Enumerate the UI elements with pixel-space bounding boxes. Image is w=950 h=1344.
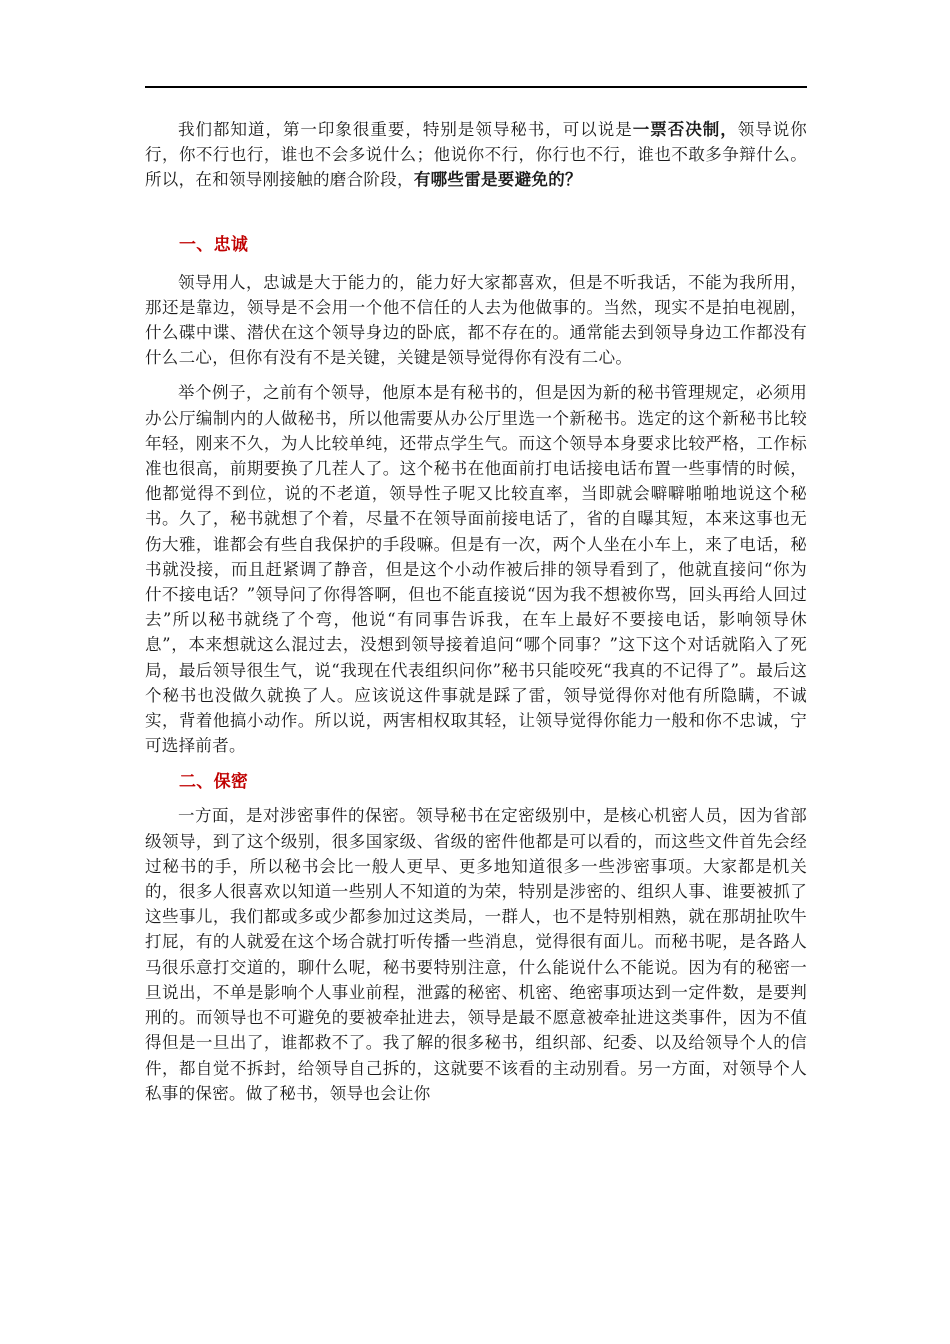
section-paragraph: 一方面，是对涉密事件的保密。领导秘书在定密级别中，是核心机密人员，因为省部级领导，到了这个级别，很多国家级、省级的密件他都是可以看的，而这些文件首先会经过秘书的手，所以秘书会比一般人更早、更多地知道很多一些涉密事项。大家都是机关的，很多人很喜欢以知道一些别人不知道的为荣，特别是涉密的、组织人事、谁要被抓了这些事儿，我们都或多或少都参加过这类局，一群人，也不是特别相熟，就在那胡扯吹牛打屁，有的人就爱在这个场合就打听传播一些消息，觉得很有面儿。而秘书呢，是各路人马很乐意打交道的，聊什么呢，秘书要特别注意，什么能说什么不能说。因为有的秘密一旦说出，不单是影响个人事业前程，泄露的秘密、机密、绝密事项达到一定件数，是要判刑的。而领导也不可避免的要被牵扯进去，领导是最不愿意被牵扯进这类事件，因为不值得但是一旦出了，谁都救不了。我了解的很多秘书，组织部、纪委、以及给领导个人的信件，都自觉不拆封，给领导自己拆的，这就要不该看的主动别看。另一方面，对领导个人私事的保密。做了秘书，领导也会让你 xyxy=(145,806,807,1103)
document-body xyxy=(145,117,807,1116)
intro-text-2: 领导说你行，你不行也行，谁也不会多说什么；他说你不行，你行也不行，谁也不敢多争辩什么。所以，在和领导刚接触的磨合阶段， xyxy=(145,120,807,190)
intro-emphasis-1: 一票否决制， xyxy=(632,120,738,139)
header-rule xyxy=(145,86,807,88)
section-heading-loyalty: 一、忠诚 xyxy=(179,234,249,255)
section-paragraph: 领导用人，忠诚是大于能力的，能力好大家都喜欢，但是不听我话，不能为我所用，那还是靠边，领导是不会用一个他不信任的人去为他做事的。当然，现实不是拍电视剧，什么碟中谍、潜伏在这个领导身边的卧底，都不存在的。通常能去到领导身边工作都没有什么二心，但你有没有不是关键，关键是领导觉得你有没有二心。 xyxy=(145,272,807,368)
intro-paragraph xyxy=(145,117,807,193)
intro-emphasis-2: 有哪些雷是要避免的？ xyxy=(413,170,582,190)
intro-text-1: 我们都知道，第一印象很重要，特别是领导秘书，可以说是 xyxy=(178,120,633,139)
section-paragraph: 举个例子，之前有个领导，他原本是有秘书的，但是因为新的秘书管理规定，必须用办公厅编制内的人做秘书，所以他需要从办公厅里选一个新秘书。选定的这个新秘书比较年轻，刚来不久，为人比较单纯，还带点学生气。而这个领导本身要求比较严格，工作标准也很高，前期要换了几茬人了。这个秘书在他面前打电话接电话布置一些事情的时候，他都觉得不到位，说的不老道，领导性子呢又比较直率，当即就会噼噼啪啪地说这个秘书。久了，秘书就想了个着，尽量不在领导面前接电话了，省的自曝其短，本来这事也无伤大雅，谁都会有些自我保护的手段嘛。但是有一次，两个人坐在小车上，来了电话，秘书就没接，而且赶紧调了静音，但是这个小动作被后排的领导看到了，他就直接问“你为什不接电话？”领导问了你得答啊，但也不能直接说“因为我不想被你骂，回头再给人回过去”所以秘书就绕了个弯，他说“有同事告诉我，在车上最好不要接电话，影响领导休息”，本来想就这么混过去，没想到领导接着追问“哪个同事？”这下这个对话就陷入了死局，最后领导很生气，说“我现在代表组织问你”秘书只能咬死“我真的不记得了”。最后这个秘书也没做久就换了人。应该说这件事就是踩了雷，领导觉得你对他有所隐瞒，不诚实，背着他搞小动作。所以说，两害相权取其轻，让领导觉得你能力一般和你不忠诚，宁可选择前者。 xyxy=(145,383,807,756)
section-heading-confidentiality: 二、保密 xyxy=(179,772,249,793)
